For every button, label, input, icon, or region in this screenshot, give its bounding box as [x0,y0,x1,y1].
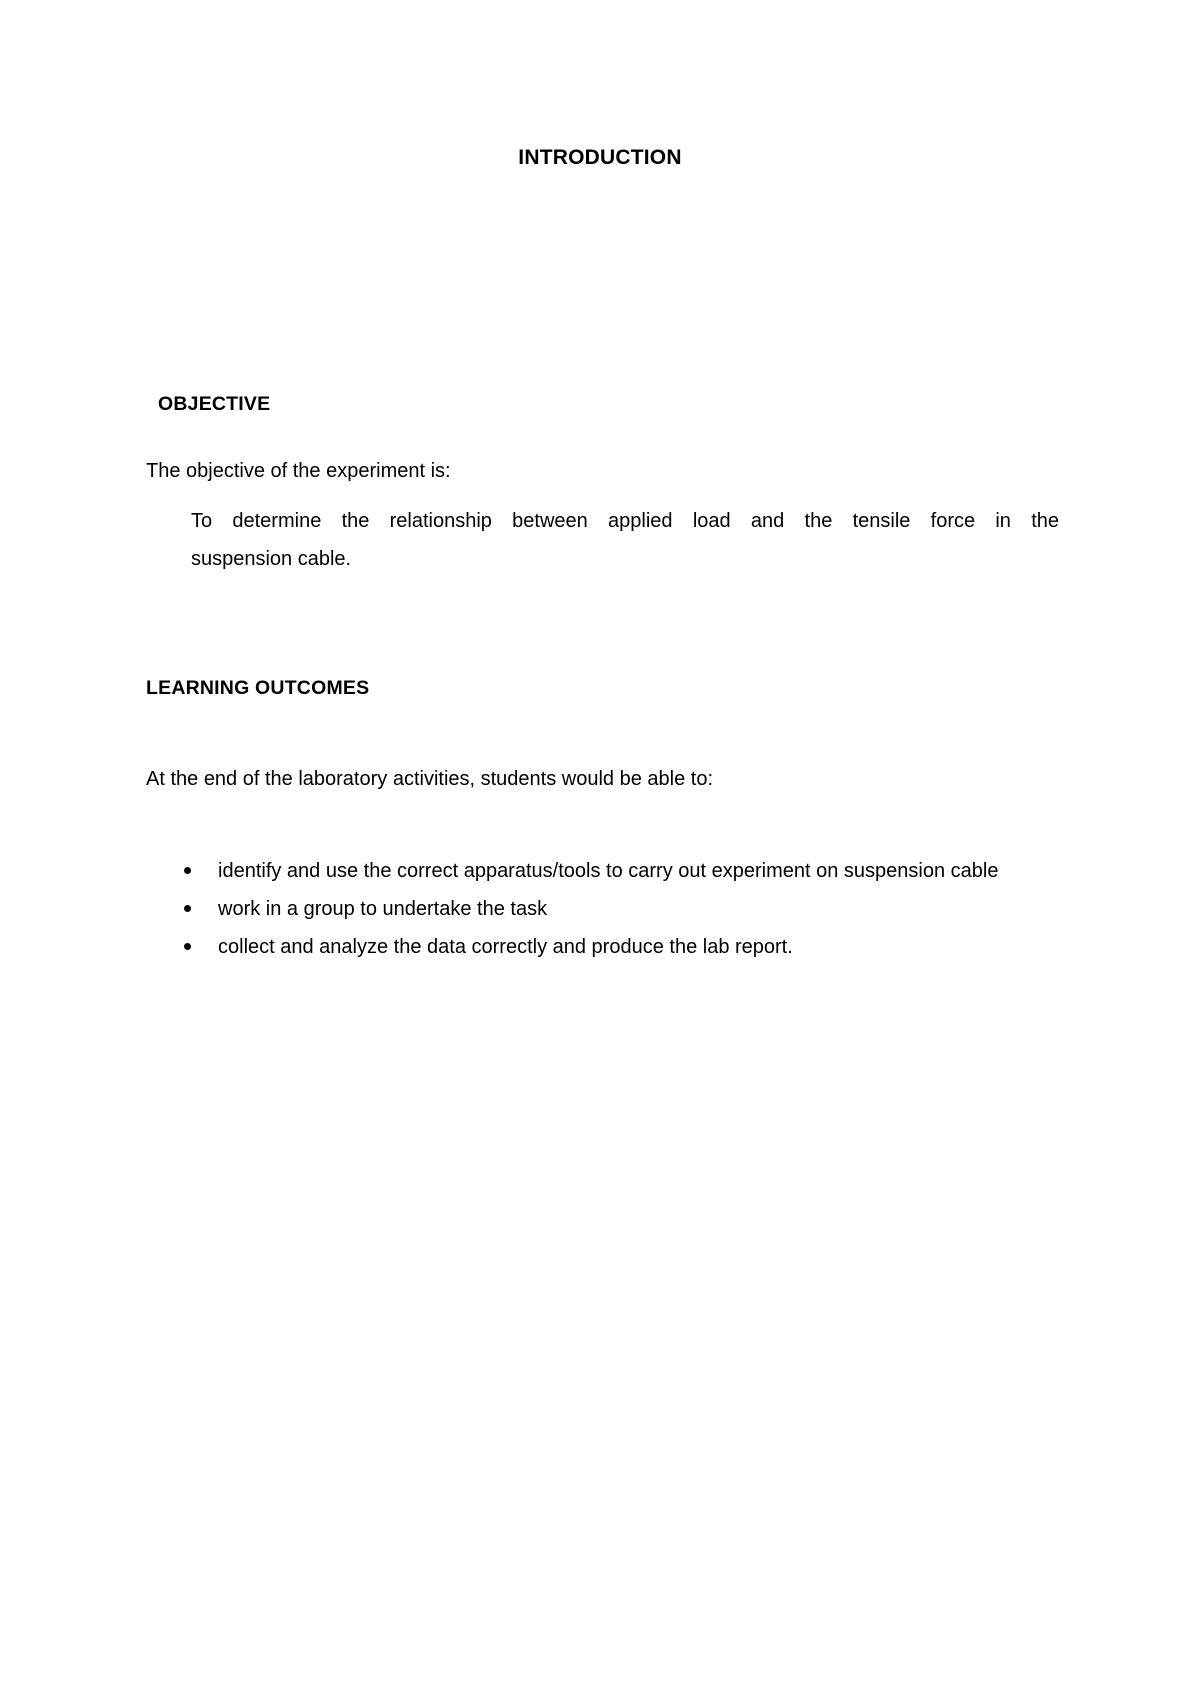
list-item-text: identify and use the correct apparatus/tools to carry out experiment on suspension cable [218,860,999,882]
objective-heading: OBJECTIVE [158,393,271,415]
learning-outcomes-list [176,852,1056,966]
bullet-icon [184,905,191,912]
list-item [176,852,1056,890]
list-item [176,890,1056,928]
objective-statement [191,502,1059,578]
list-item-text: collect and analyze the data correctly and produce the lab report. [218,936,793,958]
bullet-icon [184,943,191,950]
learning-outcomes-intro: At the end of the laboratory activities, students would be able to: [146,768,714,790]
objective-statement-line-1: To determine the relationship between applied load and the tensile force in the [191,510,1059,532]
list-item [176,928,1056,966]
list-item-text: work in a group to undertake the task [218,898,548,920]
learning-outcomes-heading: LEARNING OUTCOMES [146,677,370,699]
objective-intro: The objective of the experiment is: [146,460,451,482]
objective-statement-line-2: suspension cable. [191,548,352,570]
page-title: INTRODUCTION [518,146,682,169]
bullet-icon [184,867,191,874]
